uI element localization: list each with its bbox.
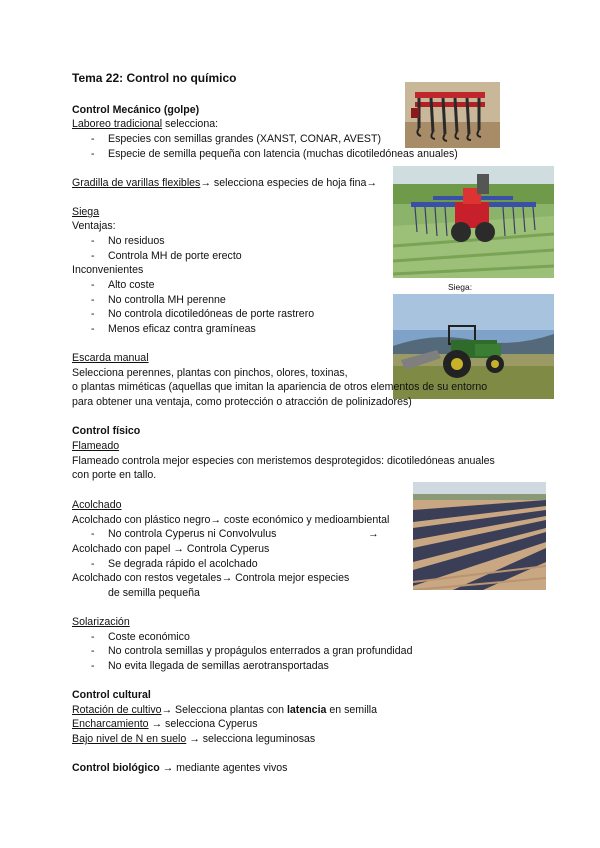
encharcamiento-link: Encharcamiento — [72, 718, 149, 730]
gradilla-photo — [393, 166, 554, 278]
flameado-line-2: con porte en tallo. — [72, 469, 157, 481]
rotacion-text-end: en semilla — [326, 704, 378, 716]
page-title: Tema 22: Control no químico — [72, 71, 237, 85]
acolchado-line-2: Acolchado con papel → Controla Cyperus — [72, 543, 270, 555]
siega-heading: Siega — [72, 206, 100, 218]
list-item-text: No controlla MH perenne — [108, 294, 226, 306]
acolchado-line-4: de semilla pequeña — [108, 587, 200, 599]
biologico-text: → mediante agentes vivos — [159, 762, 288, 774]
solarizacion-heading: Solarización — [72, 616, 130, 628]
laboreo-line — [72, 118, 218, 131]
rotacion-text: → Selecciona plantas con — [161, 704, 287, 716]
biologico-line — [72, 762, 287, 775]
list-item-text: Alto coste — [108, 279, 155, 291]
ventajas-label: Ventajas: — [72, 220, 116, 232]
list-item-text: Se degrada rápido el acolchado — [108, 558, 258, 570]
laboreo-text: selecciona: — [162, 118, 219, 130]
section-heading-mecanico: Control Mecánico (golpe) — [72, 104, 200, 116]
list-item-text: No controla Cyperus ni Convolvulus — [108, 528, 277, 540]
escarda-line-3: para obtener una ventaja, como protección o atracción de polinizadores) — [72, 396, 412, 408]
list-item-text: Controla MH de porte erecto — [108, 250, 242, 262]
inconvenientes-label: Inconvenientes — [72, 264, 144, 276]
section-heading-biologico: Control biológico — [72, 762, 160, 774]
acolchado-arrow: → — [368, 528, 379, 540]
siega-caption: Siega: — [448, 282, 473, 292]
acolchado-heading: Acolchado — [72, 499, 122, 511]
list-item-text: Especies con semillas grandes (XANST, CONAR, AVEST) — [108, 133, 381, 145]
list-item-text: No controla dicotiledóneas de porte rastrero — [108, 308, 315, 320]
escarda-line-1: Selecciona perennes, plantas con pinchos, olores, toxinas, — [72, 367, 348, 379]
list-item-text: Menos eficaz contra gramíneas — [108, 323, 256, 335]
acolchado-line-1: Acolchado con plástico negro→ coste económico y medioambiental — [72, 514, 390, 526]
latencia-bold: latencia — [286, 704, 327, 716]
laboreo-link: Laboreo tradicional — [72, 118, 163, 130]
encharcamiento-text: → selecciona Cyperus — [148, 718, 258, 730]
gradilla-link: Gradilla de varillas flexibles — [72, 177, 201, 189]
nitrogeno-text: → selecciona leguminosas — [186, 733, 316, 745]
gradilla-text: → selecciona especies de hoja fina→ — [200, 177, 378, 189]
escarda-heading: Escarda manual — [72, 352, 149, 364]
encharcamiento-line — [72, 718, 258, 731]
cultivator-photo — [405, 82, 500, 148]
escarda-line-2: o plantas miméticas (aquellas que imitan la apariencia de otros elementos de su entorno — [72, 381, 488, 393]
list-item-text: No evita llegada de semillas aerotransportadas — [108, 660, 329, 672]
list-item-text: Especie de semilla pequeña con latencia (muchas dicotiledóneas anuales) — [108, 148, 458, 160]
flameado-line-1: Flameado controla mejor especies con meristemos desprotegidos: dicotiledóneas anuales — [72, 455, 495, 467]
list-item-text: Coste económico — [108, 631, 190, 643]
section-heading-fisico: Control físico — [72, 425, 141, 437]
list-item-text: No controla semillas y propágulos enterrados a gran profundidad — [108, 645, 413, 657]
list-item-text: No residuos — [108, 235, 165, 247]
nitrogeno-line — [72, 733, 315, 746]
acolchado-line-3: Acolchado con restos vegetales→ Controla mejor especies — [72, 572, 350, 584]
rotacion-link: Rotación de cultivo — [72, 704, 162, 716]
rotacion-line — [72, 704, 377, 717]
acolchado-photo — [413, 482, 546, 590]
section-heading-cultural: Control cultural — [72, 689, 151, 701]
nitrogeno-link: Bajo nivel de N en suelo — [72, 733, 187, 745]
gradilla-line — [72, 177, 377, 190]
flameado-heading: Flameado — [72, 440, 120, 452]
